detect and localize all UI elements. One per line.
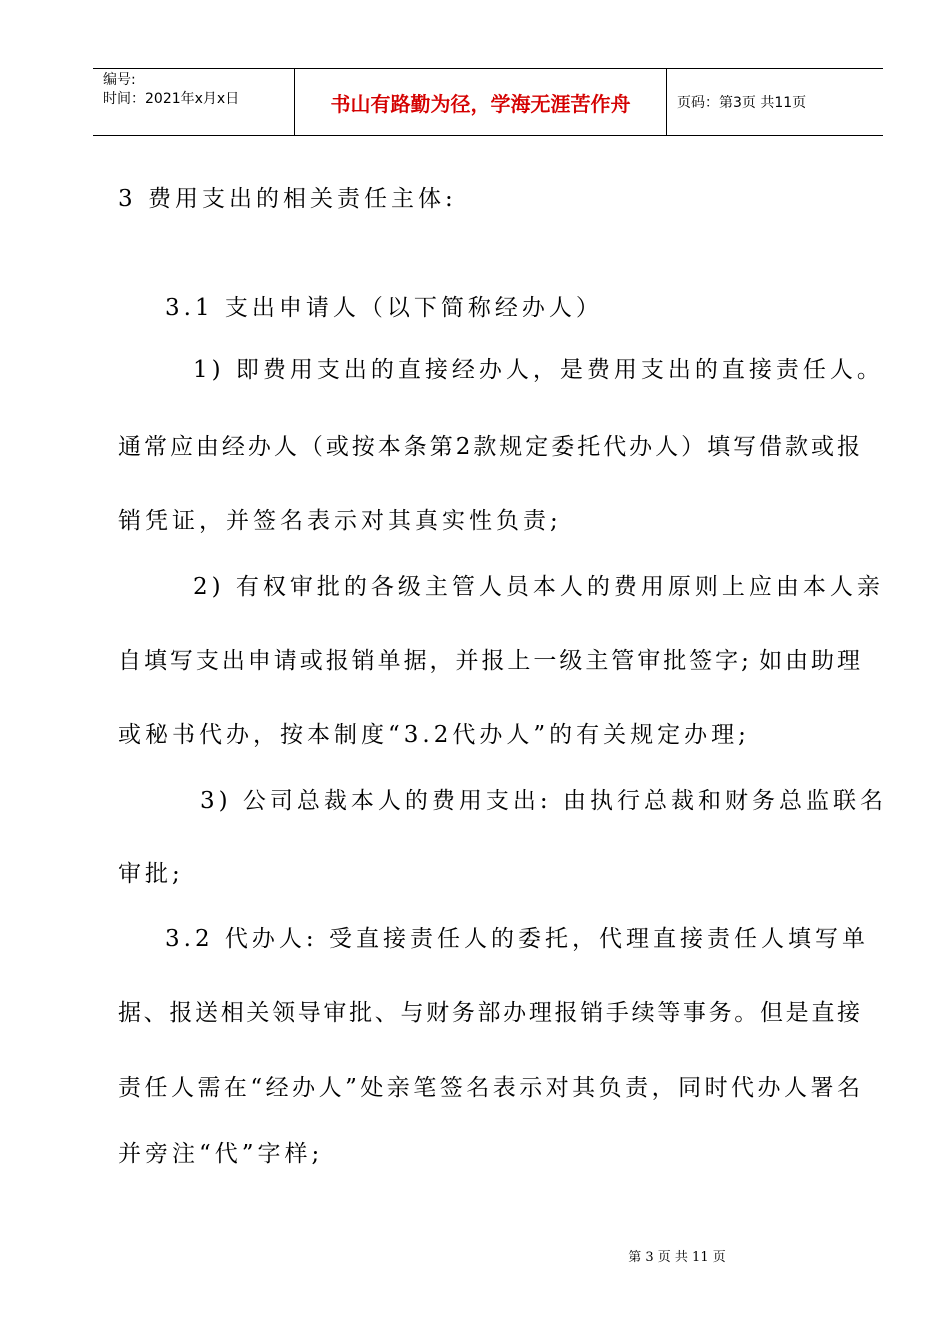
header-motto: 书山有路勤为径，学海无涯苦作舟 [330, 91, 631, 116]
item-1-line-3: 销凭证，并签名表示对其真实性负责; [118, 508, 562, 534]
section-3-1-heading: 3.1 支出申请人（以下简称经办人） [165, 295, 603, 321]
section-3-2-line-4: 并旁注“代”字样; [118, 1141, 324, 1167]
item-2-line-3: 或秘书代办，按本制度“3.2代办人”的有关规定办理; [118, 722, 750, 748]
header-page-info: 页码：第3页 共11页 [677, 95, 807, 111]
page-footer [0, 1246, 950, 1265]
item-2-line-2: 自填写支出申请或报销单据，并报上一级主管审批签字; 如由助理 [118, 648, 860, 674]
document-time-label: 时间：2021年x月x日 [103, 91, 240, 107]
header-motto-cell [295, 69, 667, 135]
item-1-line-1: 1) 即费用支出的直接经办人，是费用支出的直接责任人。 [193, 357, 884, 383]
header-meta [93, 69, 295, 135]
page-header [93, 68, 883, 136]
item-2-line-1: 2) 有权审批的各级主管人员本人的费用原则上应由本人亲 [193, 574, 884, 600]
item-3-line-1: 3) 公司总裁本人的费用支出: 由执行总裁和财务总监联名 [200, 788, 887, 814]
section-3-2-line-3: 责任人需在“经办人”处亲笔签名表示对其负责，同时代办人署名 [118, 1075, 860, 1101]
footer-page-number: 第 3 页 共 11 页 [628, 1250, 726, 1265]
header-page-cell [667, 69, 883, 135]
item-1-line-2: 通常应由经办人（或按本条第2款规定委托代办人）填写借款或报 [118, 434, 860, 460]
section-3-heading: 3 费用支出的相关责任主体: [118, 186, 457, 212]
document-number-label: 编号: [103, 72, 136, 88]
item-3-line-2: 审批; [118, 861, 184, 887]
section-3-2-line-1: 3.2 代办人: 受直接责任人的委托，代理直接责任人填写单 [165, 926, 869, 952]
section-3-2-line-2: 据、报送相关领导审批、与财务部办理报销手续等事务。但是直接 [118, 1000, 860, 1026]
